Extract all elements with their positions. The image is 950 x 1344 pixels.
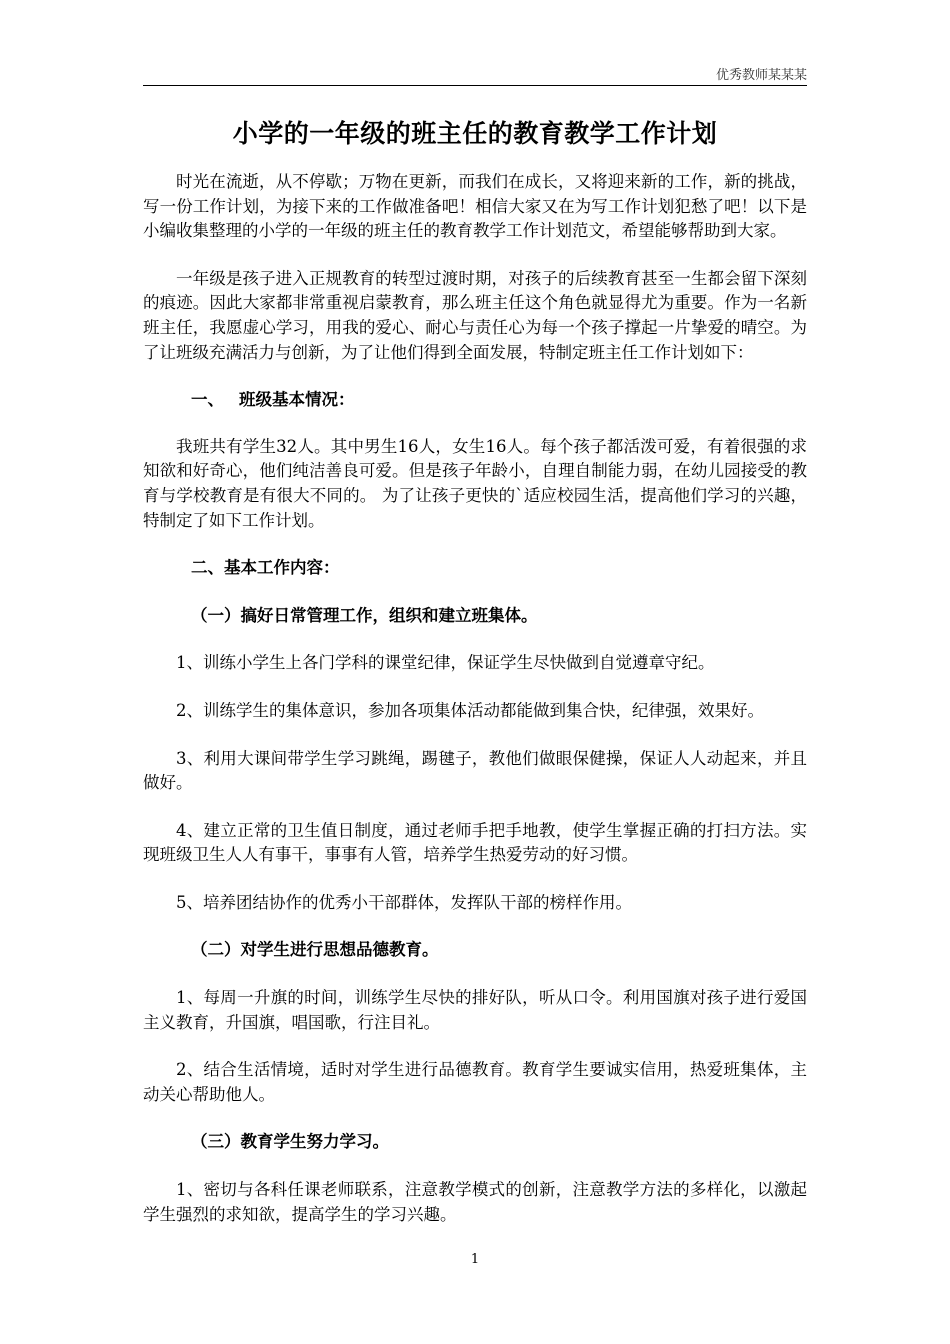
- subsection-heading-daily-management: （一）搞好日常管理工作，组织和建立班集体。: [191, 605, 538, 625]
- list-item: 2、结合生活情境，适时对学生进行品德教育。教育学生要诚实信用，热爱班集体，主动关心帮助他人。: [143, 1060, 807, 1104]
- list-item: 3、利用大课间带学生学习跳绳，踢毽子，教他们做眼保健操，保证人人动起来，并且做好。: [143, 748, 807, 793]
- list-item: 1、每周一升旗的时间，训练学生尽快的排好队，听从口令。利用国旗对孩子进行爱国主义教育，升国旗，唱国歌，行注目礼。: [143, 988, 807, 1032]
- document-body: [143, 170, 807, 1250]
- subsection-heading-study: （三）教育学生努力学习。: [191, 1132, 389, 1152]
- header-rule: [143, 85, 807, 86]
- class-info-paragraph: 我班共有学生32人。其中男生16人，女生16人。每个孩子都活泼可爱，有着很强的求知欲和好奇心，他们纯洁善良可爱。但是孩子年龄小，自理自制能力弱，在幼儿园接受的教育与学校教育是有很大不同的。 为了让孩子更快的`适应校园生活，提高他们学习的兴趣，特制定了如下工作计划。: [143, 436, 807, 530]
- intro-paragraph: 时光在流逝，从不停歇；万物在更新，而我们在成长，又将迎来新的工作，新的挑战，写一份工作计划，为接下来的工作做准备吧！相信大家又在为写工作计划犯愁了吧！以下是小编收集整理的小学的一年级的班主任的教育教学工作计划范文，希望能够帮助到大家。: [143, 172, 807, 241]
- subsection-heading-moral-education: （二）对学生进行思想品德教育。: [191, 940, 439, 960]
- running-header: 优秀教师某某某: [715, 68, 807, 83]
- paragraph-grade-one: 一年级是孩子进入正规教育的转型过渡时期，对孩子的后续教育甚至一生都会留下深刻的痕迹。因此大家都非常重视启蒙教育，那么班主任这个角色就显得尤为重要。作为一名新班主任，我愿虚心学习，用我的爱心、耐心与责任心为每一个孩子撑起一片挚爱的晴空。为了让班级充满活力与创新，为了让他们得到全面发展，特制定班主任工作计划如下：: [143, 268, 807, 362]
- section-title: 班级基本情况：: [239, 390, 355, 410]
- list-item: 2、训练学生的集体意识，参加各项集体活动都能做到集合快，纪律强，效果好。: [176, 700, 764, 720]
- list-item: 5、培养团结协作的优秀小干部群体，发挥队干部的榜样作用。: [176, 892, 632, 912]
- page-number: 1: [470, 1252, 480, 1267]
- document-title: 小学的一年级的班主任的教育教学工作计划: [232, 119, 718, 148]
- section-heading-work-content: 二、基本工作内容：: [191, 558, 340, 578]
- section-number: 一、: [191, 390, 224, 410]
- section-heading-class-info: [143, 388, 807, 413]
- list-item: 1、密切与各科任课老师联系，注意教学模式的创新，注意教学方法的多样化，以激起学生强烈的求知欲，提高学生的学习兴趣。: [143, 1180, 807, 1224]
- list-item: 1、训练小学生上各门学科的课堂纪律，保证学生尽快做到自觉遵章守纪。: [176, 653, 715, 673]
- list-item: 4、建立正常的卫生值日制度，通过老师手把手地教，使学生掌握正确的打扫方法。实现班级卫生人人有事干，事事有人管，培养学生热爱劳动的好习惯。: [143, 820, 807, 865]
